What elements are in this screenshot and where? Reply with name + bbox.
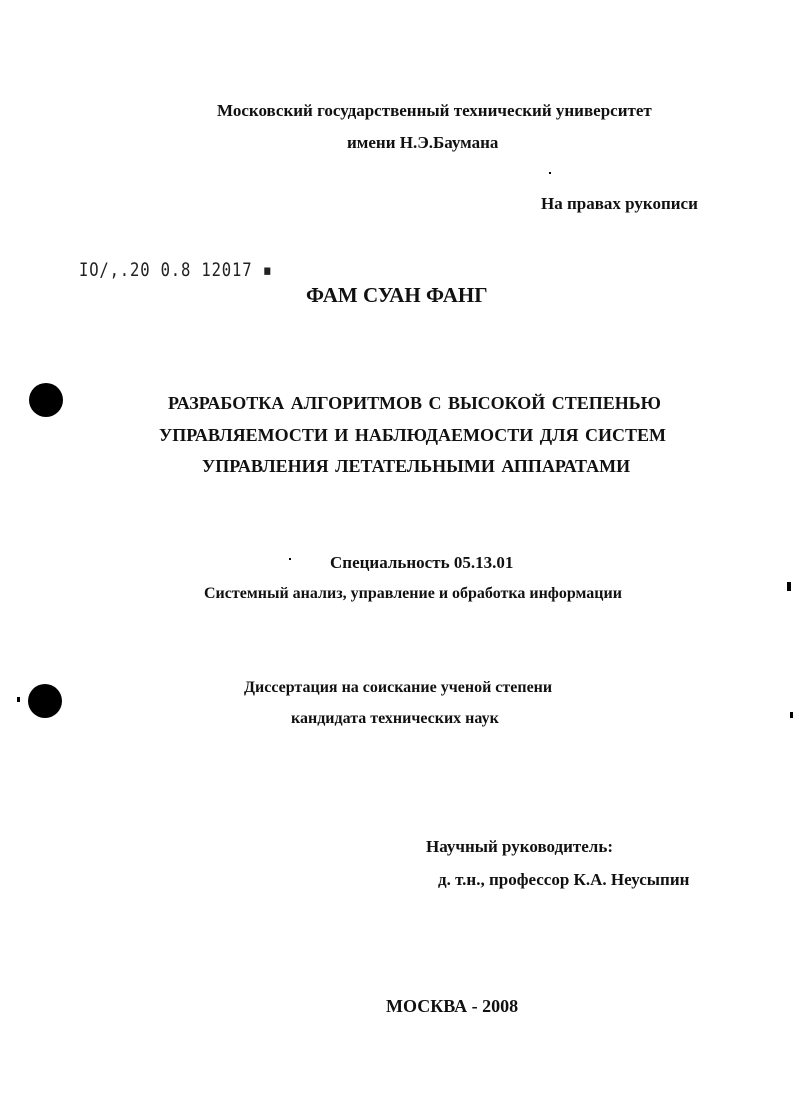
stamp-number: ІΟ/,.20 0.8 12017 ▪ — [79, 259, 273, 281]
dissertation-line1: Диссертация на соискание ученой степени — [244, 679, 553, 696]
specialty-code: Специальность 05.13.01 — [330, 553, 514, 572]
thesis-title-line1: РАЗРАБОТКА АЛГОРИТМОВ С ВЫСОКОЙ СТЕПЕНЬЮ — [168, 393, 661, 413]
scan-speck — [790, 712, 793, 718]
scan-speck — [787, 582, 791, 591]
thesis-title-line2: УПРАВЛЯЕМОСТИ И НАБЛЮДАЕМОСТИ ДЛЯ СИСТЕМ — [159, 425, 667, 445]
scan-speck — [549, 172, 551, 174]
binder-hole-bottom — [28, 684, 62, 718]
university-name-line2: имени Н.Э.Баумана — [347, 133, 499, 152]
author-name: ФАМ СУАН ФАНГ — [306, 283, 488, 307]
scan-speck — [289, 558, 291, 560]
supervisor-name: д. т.н., профессор К.А. Неусыпин — [438, 870, 690, 889]
scan-speck — [17, 697, 20, 702]
dissertation-line2: кандидата технических наук — [291, 710, 499, 727]
city-year: МОСКВА - 2008 — [386, 996, 519, 1016]
thesis-title-line3: УПРАВЛЕНИЯ ЛЕТАТЕЛЬНЫМИ АППАРАТАМИ — [202, 456, 631, 476]
binder-hole-top — [29, 383, 63, 417]
specialty-name: Системный анализ, управление и обработка информации — [204, 585, 622, 602]
manuscript-rights: На правах рукописи — [541, 194, 698, 213]
university-name-line1: Московский государственный технический университет — [217, 101, 652, 120]
supervisor-label: Научный руководитель: — [426, 837, 613, 856]
